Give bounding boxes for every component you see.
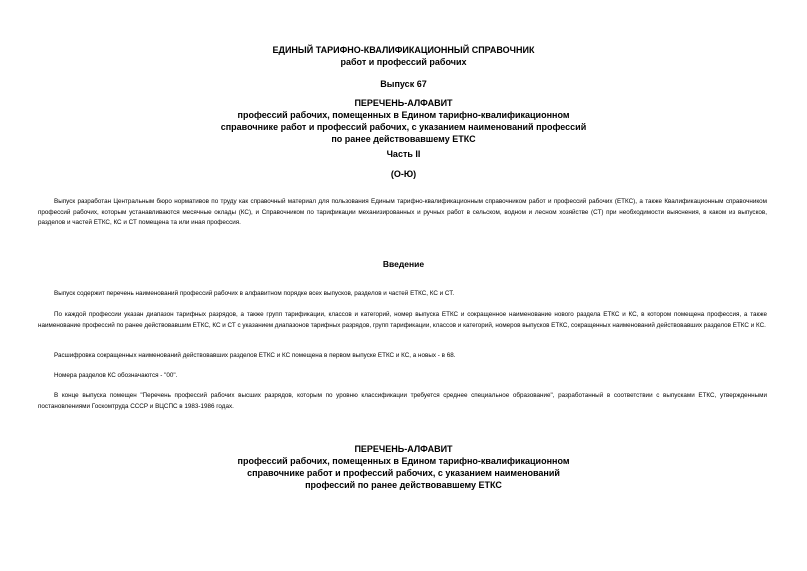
part-label: Часть II [386,149,421,159]
list-title-bottom-line-4: профессий по ранее действовавшему ЕТКС [305,480,502,490]
introduction-paragraph-1: Выпуск содержит перечень наименований профессий рабочих в алфавитном порядке всех выпусков, разделов и частей ЕТКС, КС и СТ. [54,290,455,297]
list-title-bottom [0,443,807,491]
title-line-1: ЕДИНЫЙ ТАРИФНО-КВАЛИФИКАЦИОННЫЙ СПРАВОЧНИК [272,45,535,55]
letter-range: (О-Ю) [390,169,417,179]
introduction-paragraph-5: В конце выпуска помещен "Перечень профессий рабочих высших разрядов, которым по уровню классификации требуется среднее специальное образование", разработанный в соответствии с выпусками ЕТКС, утвержденными постановлениями Госкомтруда СССР и ВЦСПС в 1983-1986 годах. [38,392,767,410]
introduction-paragraph-3: Расшифровка сокращенных наименований действовавших разделов ЕТКС и КС помещена в первом выпуске ЕТКС и КС, а новых - в 68. [54,352,456,359]
introduction-paragraph-2: По каждой профессии указан диапазон тарифных разрядов, а также групп тарификации, классов и категорий, номер выпуска ЕТКС и сокращенное наименование нового раздела ЕТКС и КС, в котором помещена профессия, а также наименование профессий по ранее действовавшим ЕТКС, КС и СТ с указанием диапазонов тарифных разрядов, групп тарификации, классов и категорий, номеров выпусков ЕТКС, сокращенных наименований действовавших разделов ЕТКС и КС. [38,311,767,329]
list-title-top-line-3: справочнике работ и профессий рабочих, с указанием наименований профессий [220,122,587,132]
list-title-top [0,97,807,145]
introduction-paragraph-4: Номера разделов КС обозначаются - "00". [54,372,178,379]
list-title-top-line-2: профессий рабочих, помещенных в Едином тарифно-квалификационном [237,110,570,120]
list-title-top-line-1: ПЕРЕЧЕНЬ-АЛФАВИТ [354,98,453,108]
list-title-top-line-4: по ранее действовавшему ЕТКС [331,134,476,144]
list-title-bottom-line-2: профессий рабочих, помещенных в Едином тарифно-квалификационном [237,456,570,466]
introduction-heading: Введение [382,259,425,269]
list-title-bottom-line-1: ПЕРЕЧЕНЬ-АЛФАВИТ [354,444,453,454]
title-line-2: работ и профессий рабочих [340,57,467,67]
document-title [0,44,807,68]
list-title-bottom-line-3: справочнике работ и профессий рабочих, с указанием наименований [247,468,560,478]
intro-paragraph: Выпуск разработан Центральным бюро нормативов по труду как справочный материал для пользования Единым тарифно-квалификационным справочником работ и профессий рабочих (ЕТКС), а также Квалификационным справочником профессий рабочих, которым устанавливаются месячные оклады (КС), и Справочником по тарификации механизированных и ручных работ в сельском, водном и лесном хозяйстве (СТ) при необходимости выяснения, в каком из выпусков, разделов и частей ЕТКС, КС и СТ помещена та или иная профессия. [38,198,767,226]
issue-number: Выпуск 67 [380,79,427,89]
